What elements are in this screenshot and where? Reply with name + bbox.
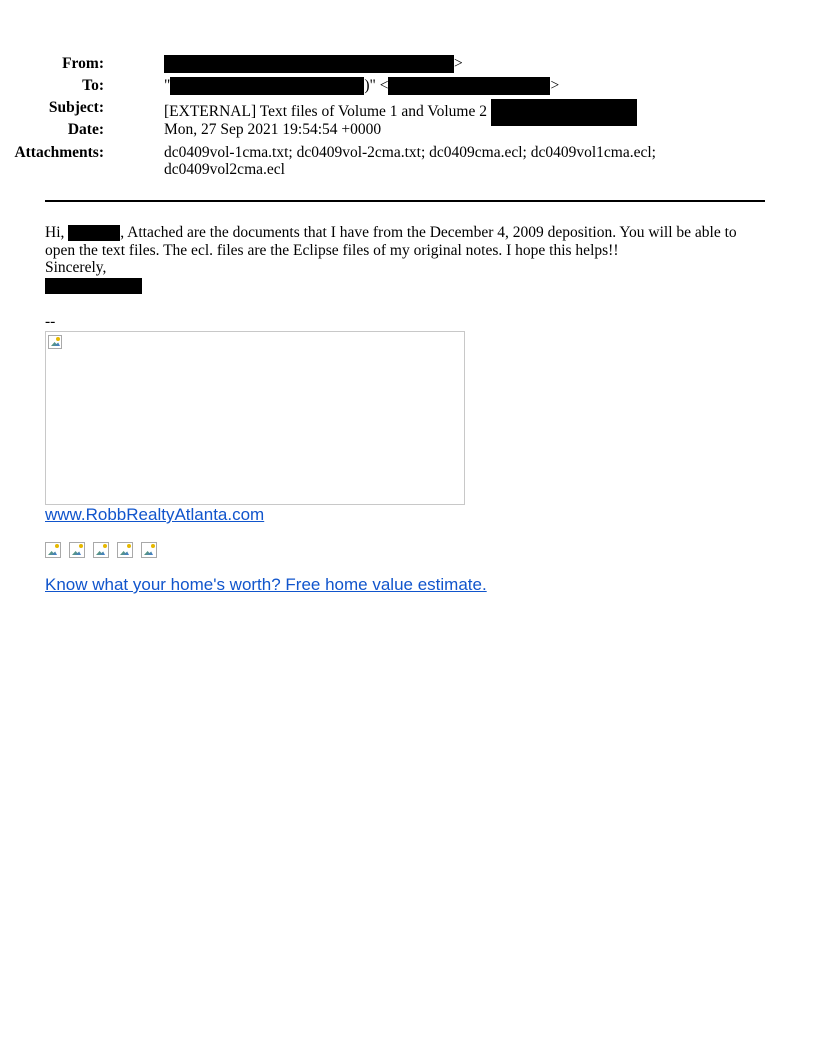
signature-separator: -- (45, 313, 56, 330)
broken-image-icon[interactable] (45, 542, 61, 558)
attachments-line-2[interactable]: dc0409vol2cma.ecl (164, 161, 285, 178)
greeting: Hi, (45, 224, 65, 241)
attachments-line-1[interactable]: dc0409vol-1cma.txt; dc0409vol-2cma.txt; dc0409cma.ecl; dc0409vol1cma.ecl; (164, 144, 656, 161)
redaction-bar (164, 55, 454, 73)
subject-label: Subject: (48, 99, 104, 116)
from-suffix: > (454, 55, 463, 72)
signature-banner-image[interactable] (45, 331, 465, 505)
to-value (164, 77, 559, 95)
broken-image-icon[interactable] (117, 542, 133, 558)
broken-image-icon[interactable] (93, 542, 109, 558)
date-label: Date: (67, 121, 104, 138)
broken-image-icon[interactable] (69, 542, 85, 558)
redaction-bar (170, 77, 364, 95)
social-icons-row (45, 542, 157, 558)
header-divider (45, 200, 765, 202)
to-middle: )" < (364, 77, 389, 94)
attachments-list (164, 144, 656, 178)
subject-text: [EXTERNAL] Text files of Volume 1 and Volume 2 (164, 103, 487, 121)
broken-image-icon[interactable] (141, 542, 157, 558)
date-value: Mon, 27 Sep 2021 19:54:54 +0000 (164, 121, 382, 138)
home-value-link[interactable]: Know what your home's worth? Free home value estimate. (45, 575, 487, 594)
to-suffix: > (550, 77, 560, 94)
from-label: From: (62, 55, 104, 72)
message-text: , Attached are the documents that I have from the December 4, 2009 deposition. You will be able to open the text files. The ecl. files are the Eclipse files of my original notes. I hope this helps!! (45, 224, 737, 259)
redaction-bar (68, 225, 120, 241)
to-label: To: (82, 77, 104, 94)
to-prefix: " (164, 77, 171, 94)
message-body (45, 224, 769, 294)
redaction-bar (388, 77, 550, 95)
website-link[interactable]: www.RobbRealtyAtlanta.com (45, 505, 265, 524)
broken-image-icon (48, 335, 62, 349)
from-value (164, 55, 463, 73)
attachments-label: Attachments: (14, 144, 104, 161)
closing: Sincerely, (45, 259, 107, 276)
redaction-bar (491, 99, 637, 126)
redaction-bar (45, 278, 142, 294)
